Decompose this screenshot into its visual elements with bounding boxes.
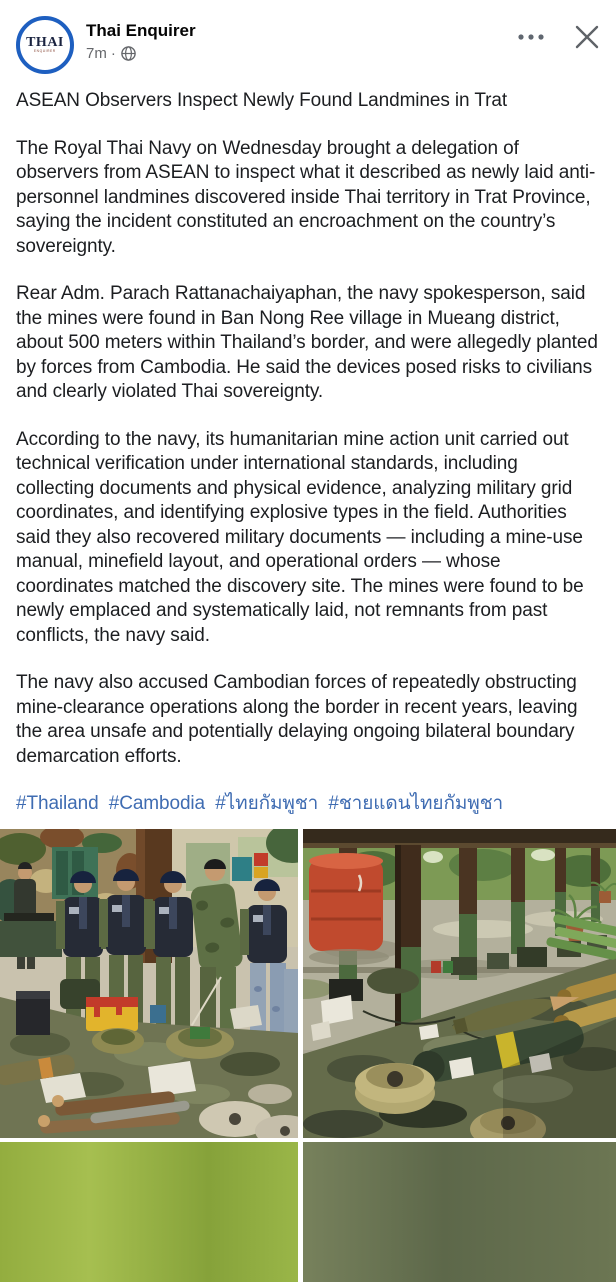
post-paragraph-3: According to the navy, its humanitarian mine action unit carried out technical verification under international standards, including collecting documents and physical evidence, analyzing military grid coordinates, and identifying explosive types in the field. Authorities said they also recovered military documents — including a mine-use manual, minefield layout, and operational orders — whose coordinates matched the discovery site. The mines were found to be newly emplaced and systematically laid, not remnants from past conflicts, the navy said.: [16, 428, 584, 646]
hashtag-thailand[interactable]: #Thailand: [16, 793, 99, 814]
timestamp[interactable]: 7m: [86, 45, 107, 62]
more-options-button[interactable]: [516, 28, 546, 46]
page-name-link[interactable]: Thai Enquirer: [86, 21, 196, 40]
hashtag-cambodia[interactable]: #Cambodia: [108, 793, 206, 814]
header-actions: [516, 22, 602, 52]
post-photo-3[interactable]: [0, 1142, 298, 1282]
post-paragraph-1: The Royal Thai Navy on Wednesday brought a delegation of observers from ASEAN to inspect what it described as newly laid anti-personnel landmines discovered inside Thai territory in Trat Province, saying the incident constituted an encroachment on the country’s sovereignty.: [16, 137, 596, 257]
hashtag-row: [16, 792, 600, 817]
post-paragraph-2: Rear Adm. Parach Rattanachaiyaphan, the navy spokesperson, said the mines were found in Ban Nong Ree village in Mueang district, about 500 meters within Thailand’s border, and were allegedly planted by forces from Cambodia. He said the devices posed risks to civilians and clearly violated Thai sovereignty.: [16, 283, 598, 402]
photo-grid: [0, 829, 616, 1282]
avatar-logo-subtext: ENQUIRER: [34, 49, 56, 53]
post-header: [0, 0, 616, 74]
hashtag-thai-cambodia-border[interactable]: #ชายแดนไทยกัมพูชา: [328, 793, 504, 814]
header-info: [86, 16, 196, 62]
post-photo-2[interactable]: [303, 829, 616, 1138]
post-title: ASEAN Observers Inspect Newly Found Landmines in Trat: [16, 90, 508, 111]
post-paragraph-4: The navy also accused Cambodian forces of repeatedly obstructing mine-clearance operations along the border in recent years, leaving the area unsafe and potentially delaying ongoing bilateral boundary demarcation efforts.: [16, 672, 578, 767]
photo-2-illustration: [303, 829, 616, 1138]
post-photo-1[interactable]: [0, 829, 298, 1138]
close-button[interactable]: [572, 22, 602, 52]
meta-separator: ·: [110, 45, 116, 62]
ellipsis-icon: [516, 28, 546, 46]
photo-1-illustration: [0, 829, 298, 1138]
hashtag-thai-cambodia[interactable]: #ไทยกัมพูชา: [215, 793, 319, 814]
page-avatar[interactable]: [16, 16, 74, 74]
post-photo-4[interactable]: [303, 1142, 616, 1282]
avatar-logo-text: THAI: [26, 35, 64, 50]
close-icon: [572, 22, 602, 52]
post-meta: [86, 45, 196, 62]
globe-icon: [120, 45, 137, 62]
post-content: [0, 89, 616, 817]
